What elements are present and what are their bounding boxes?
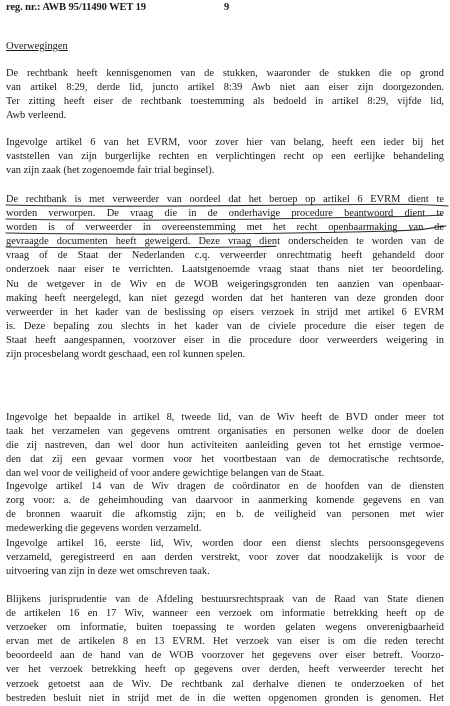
text-line: uitvoering van zijn in deze wet omschreven taak. [6, 566, 210, 578]
text-line: zijn procesbelang wordt geschaad, een rol kunnen spelen. [6, 349, 246, 361]
text-line: vraag of de Staat der Nederlanden c.q. verweerder onrechtmatig heeft gehandeld door [6, 250, 444, 262]
text-line: zorg voor: a. de geheimhouding van daarvoor in aanmerking komende gegevens en van [6, 495, 444, 507]
section-heading: Overwegingen [6, 41, 68, 52]
text-line: medewerking die gegevens worden verzameld. [6, 523, 202, 535]
text-line: beoordeeld aan de hand van de WOB voorzover het gegevens over eiser betreft. Voorzo- [6, 650, 444, 662]
text-line: making heeft neergelegd, kan niet gezegd worden dat het hanteren van deze gronden door [6, 292, 444, 304]
paragraph-6 [6, 537, 444, 579]
paragraph-5 [6, 480, 444, 536]
text-line: van zijn zaak (het zogenoemde fair trial beginsel). [6, 165, 215, 177]
text-line: verzoek getoetst aan de Wiv. De rechtbank zal derhalve dienen te onderzoeken of het [6, 678, 444, 690]
paragraph-2 [6, 136, 444, 178]
text-line: ver het verzoek betrekking heeft op gegevens over derden, heeft verweerder terecht het [6, 664, 444, 676]
text-line: is. Deze bepaling zou slechts in het kader van de civiele procedure die eiser tegen de [6, 320, 444, 332]
text-line: De rechtbank is met verweerder van oordeel dat het beroep op artikel 6 EVRM dient te [6, 194, 444, 205]
text-line: Ter zitting heeft eiser de rechtbank toestemming als bedoeld in artikel 8:29, vijfde lid, [6, 96, 444, 108]
text-line: Nu de wetgever in de Wiv en de WOB weigeringsgronden ten aanzien van openbaar- [6, 278, 444, 290]
text-line: verzoeker om informatie, buiten toepassing te worden gelaten wegens onverenigbaarheid [6, 622, 444, 634]
text-line: de bronnen waaruit die afkomstig zijn; en b. de veiligheid van personen met wier [6, 509, 444, 521]
case-reference: reg. nr.: AWB 95/11490 WET 19 [6, 2, 146, 13]
text-line: Ingevolge het bepaalde in artikel 8, tweede lid, van de Wiv heeft de BVD onder meer tot [6, 412, 444, 423]
text-line: Awb verleend. [6, 110, 67, 122]
text-line: taak het verzamelen van gegevens omtrent organisaties en personen welke door de doelen [6, 426, 444, 438]
text-line: ervan met de artikelen 8 en 13 EVRM. Het verzoek van eiser is om die reden terecht [6, 636, 444, 648]
paragraph-1 [6, 67, 444, 123]
page-header [6, 2, 230, 13]
text-line: van artikel 8:29, derde lid, juncto artikel 8:39 Awb niet aan eiser zijn doorgezonden. [6, 82, 444, 94]
page-number: 9 [224, 2, 230, 13]
text-line: Staat heeft aangespannen, voorzover eiser in die procedure door verweerders weigering in [6, 334, 444, 346]
text-line: onderzoek naar eiser te verrichten. Laatstgenoemde vraag staat thans niet ter beoordeling. [6, 264, 444, 276]
text-line: verweerder in het kader van de beslissing op eisers verzoek in strijd met artikel 6 EVRM [6, 306, 444, 318]
text-line: Ingevolge artikel 6 van het EVRM, voor zover hier van belang, heeft een ieder bij het [6, 137, 444, 148]
text-line: worden is of verweerder in overeenstemming met het recht openbaarmaking van de [6, 222, 444, 234]
text-line: die zij nastreven, dan wel door hun activiteiten aanleiding geven tot het ernstige vermoe- [6, 440, 444, 452]
text-line: vaststellen van zijn burgerlijke rechten en verplichtingen recht op een eerlijke behandeling [6, 151, 444, 163]
text-line: bestreden besluit niet in strijd met de in die wetten opgenomen gronden is genomen. Het [6, 692, 444, 704]
text-line: Blijkens jurisprudentie van de Afdeling bestuursrechtspraak van de Raad van State dienen [6, 594, 444, 605]
text-line: den dat zij een gevaar vormen voor het voortbestaan van de democratische rechtsorde, [6, 454, 444, 466]
text-line: worden verworpen. De vraag die in de onderhavige procedure beantwoord dient te [6, 208, 444, 220]
text-line: verzameld, geregistreerd en aan derden verstrekt, voor zover dat noodzakelijk is voor de [6, 552, 444, 564]
text-line: De rechtbank heeft kennisgenomen van de stukken, waaronder de stukken die op grond [6, 68, 444, 79]
text-line: de artikelen 16 en 17 Wiv, wanneer een verzoek om informatie betrekking heeft op de [6, 608, 444, 620]
text-line: gevraagde documenten heeft geweigerd. Deze vraag dient onderscheiden te worden van de [6, 236, 444, 248]
text-line: Ingevolge artikel 14 van de Wiv dragen de coördinator en de hoofden van de diensten [6, 481, 444, 492]
paragraph-7 [6, 593, 444, 706]
paragraph-3 [6, 193, 444, 362]
text-line: Ingevolge artikel 16, eerste lid, Wiv, worden door een dienst slechts persoonsgegevens [6, 538, 444, 549]
text-line: dan wel voor de veiligheid of voor andere gewichtige belangen van de Staat. [6, 468, 325, 480]
paragraph-4 [6, 411, 444, 481]
